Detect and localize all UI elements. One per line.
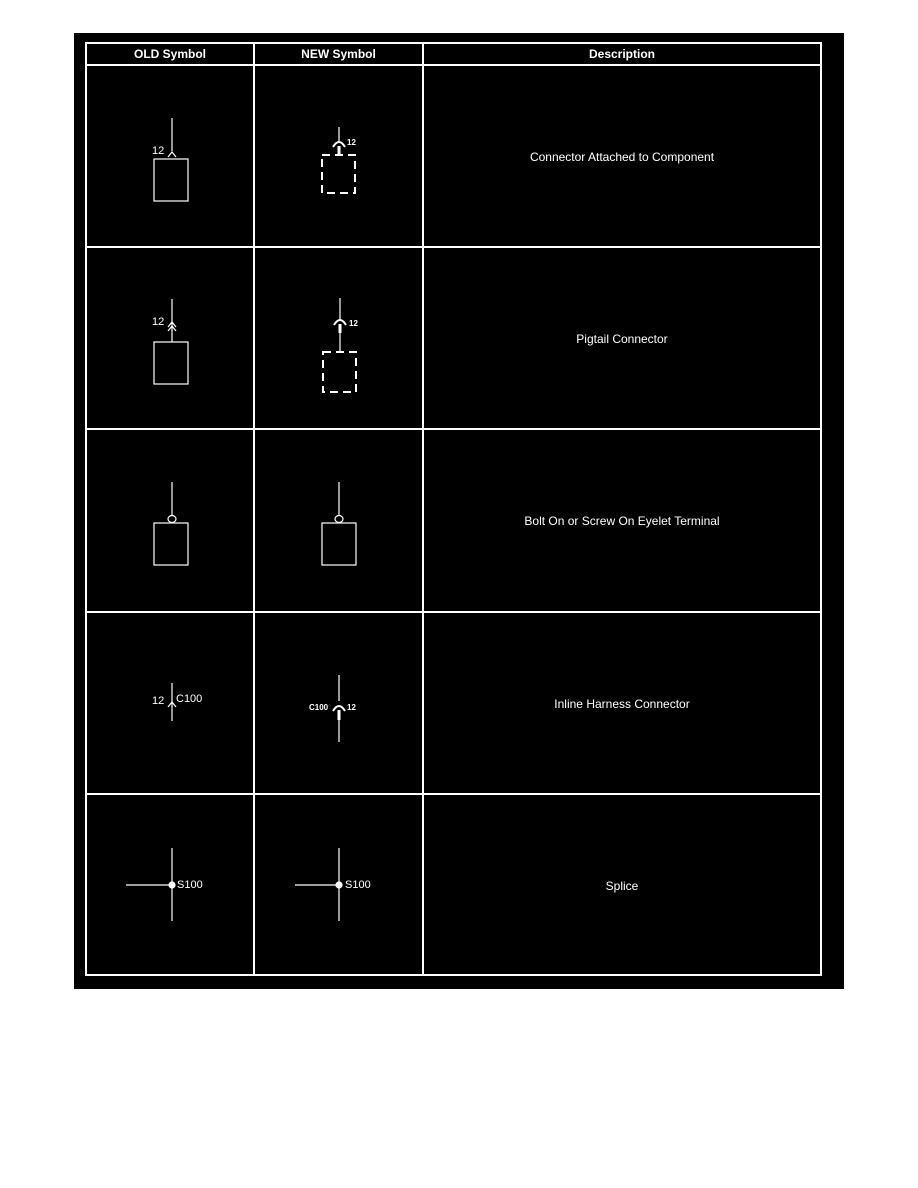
new-inline-pin-label: 12 [347, 703, 356, 712]
new-pigtail-symbol [323, 298, 356, 392]
old-inline-pin-label: 12 [152, 695, 165, 707]
new-splice-symbol [295, 848, 342, 921]
old-connector-pin-label: 12 [152, 145, 165, 157]
old-connector-attached-symbol [154, 118, 188, 201]
table-grid [74, 33, 844, 989]
new-connector-attached-symbol [322, 127, 355, 193]
header-new-symbol: NEW Symbol [301, 47, 376, 61]
new-splice-label: S100 [345, 879, 371, 891]
header-old-symbol: OLD Symbol [133, 47, 206, 61]
old-eyelet-terminal-symbol [154, 482, 188, 565]
description-eyelet: Bolt On or Screw On Eyelet Terminal [524, 514, 720, 528]
old-pigtail-pin-label: 12 [152, 316, 165, 328]
table-border [86, 43, 821, 975]
header-description: Description [588, 47, 655, 61]
description-connector-attached: Connector Attached to Component [529, 150, 715, 164]
symbol-table [74, 33, 844, 989]
old-inline-connector-symbol [168, 683, 176, 721]
description-inline: Inline Harness Connector [554, 697, 690, 711]
old-splice-label: S100 [177, 879, 203, 891]
old-pigtail-symbol [154, 299, 188, 384]
new-connector-pin-label: 12 [347, 138, 356, 147]
new-eyelet-terminal-symbol [322, 482, 356, 565]
old-splice-symbol [126, 848, 175, 921]
description-splice: Splice [605, 879, 639, 893]
new-inline-connector-label: C100 [309, 703, 329, 712]
description-pigtail: Pigtail Connector [576, 332, 668, 346]
new-inline-connector-symbol [333, 675, 345, 742]
old-inline-connector-label: C100 [176, 693, 203, 705]
new-pigtail-pin-label: 12 [349, 319, 358, 328]
